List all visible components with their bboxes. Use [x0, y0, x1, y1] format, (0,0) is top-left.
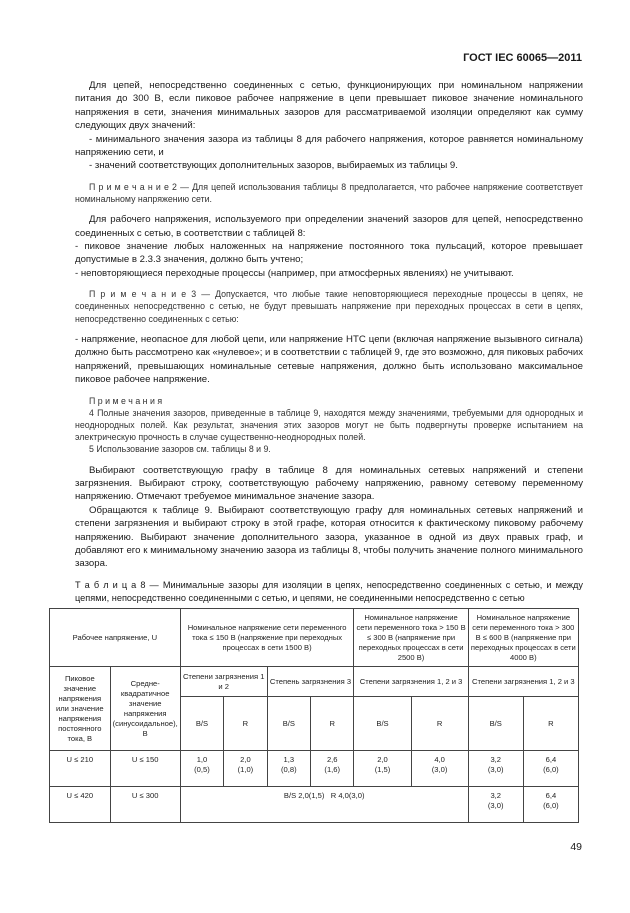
header-pollution-3: Степень загрязнения 3 [267, 667, 354, 697]
cell-value: 2,6 (1,6) [311, 751, 354, 787]
cell-value: 6,4 (6,0) [523, 751, 578, 787]
cell-value: 2,0 (1,5) [354, 751, 411, 787]
header-bs: B/S [468, 697, 523, 751]
cell-value: 3,2 (3,0) [468, 787, 523, 823]
cell-merged: B/S 2,0(1,5) R 4,0(3,0) [180, 787, 468, 823]
header-r: R [411, 697, 468, 751]
paragraph: Обращаются к таблице 9. Выбирают соответствующую графу для номинальных сетевых напряжений и степени загрязнения и выбирают строку в этой графе, которая относится к фактическому пиковому рабочему напряжению. Выбирают значение дополнительного зазора, указанное в одной из двух правых граф, и добавляют его к минимальному значению зазора из таблицы 8, чтобы получить значение полного минимального зазора. [75, 504, 583, 570]
header-working-voltage: Рабочее напряжение, U [50, 609, 181, 667]
list-item: - напряжение, неопасное для любой цепи, или напряжение НТС цепи (включая напряжение вызывного сигнала) должно быть рассмотрено как «нулевое»; и в соответствии с таблицей 9, где это возможно, для пиковых рабочих напряжений, превышающих номинальные сетевые напряжения, должно быть использовано максимальное пиковое рабочее напряжение. [75, 333, 583, 386]
header-r: R [224, 697, 267, 751]
note-3: П р и м е ч а н и е 3 — Допускается, что любые такие неповторяющиеся переходные процессы в цепях, не соединенных непосредственно с сетью, не будут превышать напряжение при переходных процессах в сети в цепях, непосредственно соединенных с сетью: [75, 289, 583, 324]
header-bs: B/S [267, 697, 310, 751]
list-item: - пиковое значение любых наложенных на напряжение постоянного тока пульсаций, которое превышает допустимые в 2.3.3 значения, должно быть учтено; [75, 241, 583, 266]
header-pollution-12: Степени загрязнения 1 и 2 [180, 667, 267, 697]
clearance-table [49, 608, 579, 823]
page-header: ГОСТ IEC 60065—2011 [463, 52, 582, 64]
notes-heading: П р и м е ч а н и я [89, 395, 163, 406]
cell-rms: U ≤ 150 [110, 751, 180, 787]
cell-value: 3,2 (3,0) [468, 751, 523, 787]
cell-rms: U ≤ 300 [110, 787, 180, 823]
header-bs: B/S [354, 697, 411, 751]
cell-value: 1,3 (0,8) [267, 751, 310, 787]
cell-value: 6,4 (6,0) [523, 787, 578, 823]
list-item: - минимального значения зазора из таблицы 8 для рабочего напряжения, которое равняется номинальному напряжению сети, и [75, 133, 583, 159]
header-pollution-123-b: Степени загрязнения 1, 2 и 3 [468, 667, 578, 697]
paragraph: Выбирают соответствующую графу в таблице 8 для номинальных сетевых напряжений и степени загрязнения. Выбирают строку, соответствующую рабочему напряжению, равному сетевому переменному напряжению. Отмечают требуемое минимальное значение зазора. [75, 464, 583, 503]
table-row [50, 787, 579, 823]
header-bs: B/S [180, 697, 223, 751]
list-item: - неповторяющиеся переходные процессы (например, при атмосферных явлениях) не учитывают. [75, 267, 514, 279]
page-content [56, 79, 583, 823]
header-pollution-123-a: Степени загрязнения 1, 2 и 3 [354, 667, 468, 697]
note-2: П р и м е ч а н и е 2 — Для цепей использования таблицы 8 предполагается, что рабочее напряжение соответствует номинальному напряжению сети. [75, 181, 583, 205]
note-5: 5 Использование зазоров см. таблицы 8 и 9. [89, 444, 271, 455]
cell-peak: U ≤ 420 [50, 787, 111, 823]
cell-peak: U ≤ 210 [50, 751, 111, 787]
page-number: 49 [570, 841, 582, 853]
paragraph: Для рабочего напряжения, используемого при определении значений зазоров для цепей, непосредственно соединенных с сетью, в соответствии с таблицей 8: [75, 214, 583, 239]
header-mains-300: Номинальное напряжение сети переменного тока > 150 В ≤ 300 В (напряжение при переходных процессах в сети 2500 В) [354, 609, 468, 667]
note-4: 4 Полные значения зазоров, приведенные в таблице 9, находятся между значениями, требуемыми для однородных и неоднородных полей. Как результат, значения этих зазоров могут не быть подвергнуты проверке испытанием на электрическую прочность в случае существенно-неоднородных полей. [75, 407, 583, 443]
list-item: - значений соответствующих дополнительных зазоров, выбираемых из таблицы 9. [89, 160, 458, 172]
header-rms-voltage: Средне-квадратичное значение напряжения (синусоидальное), В [110, 667, 180, 751]
header-peak-voltage: Пиковое значение напряжения или значение напряжения постоянного тока, В [50, 667, 111, 751]
header-r: R [311, 697, 354, 751]
table-row [50, 751, 579, 787]
header-r: R [523, 697, 578, 751]
cell-value: 4,0 (3,0) [411, 751, 468, 787]
cell-value: 1,0 (0,5) [180, 751, 223, 787]
table-caption: Т а б л и ц а 8 — Минимальные зазоры для изоляции в цепях, непосредственно соединенных с сетью, и между цепями, непосредственно соединенными с сетью, и цепями, не соединенными непосредственно с сетью [75, 579, 583, 603]
header-mains-600: Номинальное напряжение сети переменного тока > 300 В ≤ 600 В (напряжение при переходных процессах в сети 4000 В) [468, 609, 578, 667]
cell-value: 2,0 (1,0) [224, 751, 267, 787]
paragraph: Для цепей, непосредственно соединенных с сетью, функционирующих при номинальном напряжении питания до 300 В, если пиковое рабочее напряжение в цепи превышает пиковое значение номинального напряжения в сети, значения минимальных зазоров для рассматриваемой изоляции определяют как сумму следующих двух значений: [75, 80, 583, 132]
header-mains-150: Номинальное напряжение сети переменного тока ≤ 150 В (напряжение при переходных процессах в сети 1500 В) [180, 609, 354, 667]
